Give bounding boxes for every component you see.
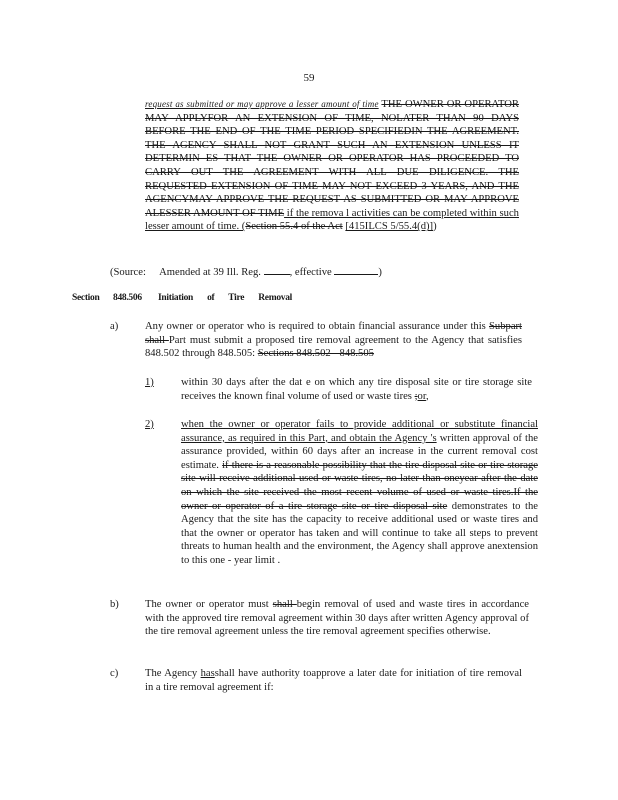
struck-text: if there is a reasonable possibility that the tire disposal site or tire storage site will receive additional used or waste tires, no later than oneyear after the date on which the site received the most recent volume of used or waste tires.If the owner or operator of a tire storage site or tire disposal site — [181, 459, 538, 512]
source-note — [110, 264, 530, 280]
subsection-a-text: Any owner or operator who is required to obtain financial assurance under this Subpart shall Part must submit a proposed tire removal agreement to the Agency that satisfies 848.502 through 848.505: Sections 848.502 - 848.505 — [145, 321, 522, 360]
source-open: (Source: — [110, 267, 146, 278]
inserted-text: if the remova l activities can be completed within such lesser amount of time. ( — [145, 207, 519, 233]
source-close: ) — [378, 267, 382, 278]
subsection-c-label: c) — [110, 668, 119, 679]
source-text: Amended at 39 Ill. Reg. — [159, 267, 261, 278]
inserted-has: has — [200, 668, 215, 679]
item-2-label: 2) — [145, 419, 154, 430]
page-number: 59 — [303, 72, 315, 84]
struck-statutory-text: THE OWNER OR OPERATOR MAY APPLYFOR AN EXTENSION OF TIME, NOLATER THAN 90 DAYS BEFORE THE END OF THE TIME PERIOD SPECIFIEDIN THE AGREEMENT. THE AGENCY SHALL NOT GRANT SUCH AN EXTENSION UNLESS IT DETERMIN ES THAT THE OWNER OR OPERATOR HAS PROCEEDED TO CARRY OUT THE AGREEMENT WITH ALL DUE DILIGENCE. THE REQUESTED EXTENSION OF TIME MAY NOT EXCEED 3 YEARS, AND THE AGENCYMAY APPROVE THE REQUEST AS SUBMITTED OR MAY APPROVE ALESSER AMOUNT OF TIME — [145, 99, 519, 219]
register-page-blank — [264, 264, 290, 275]
section-number: 848.506 — [113, 293, 142, 303]
subsection-b-text: The owner or operator must shall begin removal of used and waste tires in accordance with the approved tire removal agreement within 30 days after written Agency approval of the tire removal agreement unless the tire removal agreement specifies otherwise. — [145, 599, 529, 638]
subsection-c-text: The Agency hasshall have authority toapprove a later date for initiation of tire removal in a tire removal agreement if: — [145, 668, 522, 693]
source-effective: , effective — [289, 267, 332, 278]
struck-citation: Section 55.4 of the Act — [245, 221, 343, 233]
struck-shall: shall — [272, 599, 297, 610]
section-title: Initiation of Tire Removal — [158, 293, 293, 303]
struck-semicolon: ; — [414, 390, 418, 402]
item-1-text: within 30 days after the dat e on which any tire disposal site or tire storage site receives the known final volume of used or waste tires ;or, — [181, 377, 532, 402]
item-2-text: when the owner or operator fails to provide additional or substitute financial assurance, as required in this Part, and obtain the Agency 's written approval of the assurance provided, within 60 days after an increase in the current removal cost estimate. if there is a reasonable possibility that the tire disposal site or tire storage site will receive additional used or waste tires, no later than oneyear after the date on which the site received the most recent volume of used or waste tires.If the owner or operator of a tire storage site or tire disposal site demonstrates to the Agency that the site has the capacity to receive additional used or waste tires and that the owner or operator has taken and will continue to take all steps to prevent threats to human health and the environment, the Agency shall approve anextension to this one - year limit . — [181, 419, 539, 566]
section-label: Section — [72, 293, 100, 303]
subsection-b-label: b) — [110, 599, 119, 610]
effective-date-blank — [334, 264, 378, 275]
struck-text: Subpart shall — [145, 321, 522, 346]
new-citation: [415ILCS 5/55.4(d)] — [345, 221, 434, 233]
struck-section-refs: Sections 848.502 - 848.505 — [257, 348, 374, 360]
inserted-text: when the owner or operator fails to provide additional or substitute financial assurance, as required in this Part, and obtain the Agency 's — [181, 419, 538, 444]
citation-close: ) — [433, 221, 437, 233]
inserted-italic-text: request as submitted or may approve a lesser amount of time — [145, 99, 379, 109]
extension-paragraph — [145, 98, 519, 234]
subsection-a-label: a) — [110, 321, 119, 332]
inserted-or: or — [417, 390, 426, 402]
item-1-label: 1) — [145, 377, 154, 388]
